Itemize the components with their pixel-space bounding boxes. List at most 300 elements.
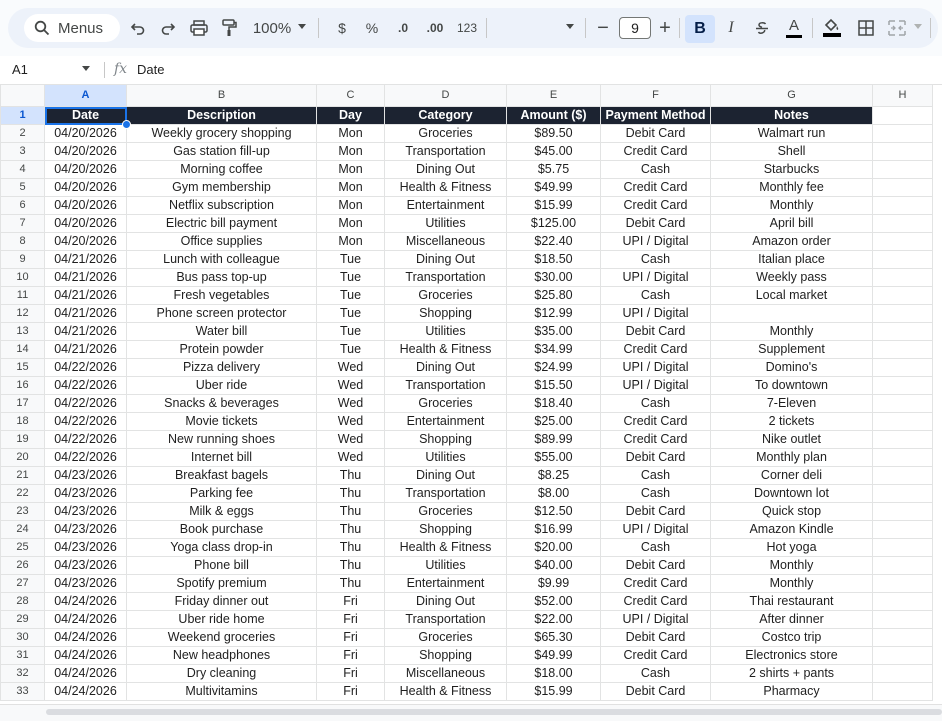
undo-icon[interactable] — [127, 17, 149, 39]
data-cell[interactable]: $40.00 — [507, 557, 601, 575]
data-cell[interactable]: Groceries — [385, 287, 507, 305]
empty-cell[interactable] — [873, 125, 933, 143]
name-box-dropdown-icon[interactable] — [82, 66, 90, 71]
row-header[interactable]: 32 — [1, 665, 45, 683]
currency-format-button[interactable]: $ — [338, 20, 346, 36]
data-cell[interactable]: 04/23/2026 — [45, 503, 127, 521]
merge-dropdown-icon[interactable] — [914, 24, 922, 29]
data-cell[interactable]: Groceries — [385, 395, 507, 413]
data-cell[interactable]: Domino's — [711, 359, 873, 377]
data-cell[interactable]: Pharmacy — [711, 683, 873, 701]
data-cell[interactable]: UPI / Digital — [601, 233, 711, 251]
data-cell[interactable]: UPI / Digital — [601, 269, 711, 287]
data-cell[interactable]: $12.50 — [507, 503, 601, 521]
header-cell[interactable]: Category — [385, 107, 507, 125]
data-cell[interactable]: Transportation — [385, 143, 507, 161]
data-cell[interactable]: Shell — [711, 143, 873, 161]
row-header[interactable]: 3 — [1, 143, 45, 161]
empty-cell[interactable] — [873, 269, 933, 287]
row-header[interactable]: 12 — [1, 305, 45, 323]
header-cell[interactable]: Day — [317, 107, 385, 125]
data-cell[interactable]: Monthly — [711, 557, 873, 575]
data-cell[interactable]: Cash — [601, 539, 711, 557]
row-header[interactable]: 24 — [1, 521, 45, 539]
data-cell[interactable]: Shopping — [385, 305, 507, 323]
data-cell[interactable]: Electronics store — [711, 647, 873, 665]
data-cell[interactable]: Friday dinner out — [127, 593, 317, 611]
data-cell[interactable]: $65.30 — [507, 629, 601, 647]
data-cell[interactable]: 04/24/2026 — [45, 629, 127, 647]
decrease-font-size-icon[interactable]: − — [597, 16, 609, 39]
data-cell[interactable]: 04/23/2026 — [45, 575, 127, 593]
data-cell[interactable]: 04/23/2026 — [45, 467, 127, 485]
data-cell[interactable]: 04/21/2026 — [45, 251, 127, 269]
empty-cell[interactable] — [873, 161, 933, 179]
data-cell[interactable]: Amazon order — [711, 233, 873, 251]
paint-format-icon[interactable] — [218, 17, 240, 39]
data-cell[interactable]: 04/22/2026 — [45, 431, 127, 449]
data-cell[interactable]: Transportation — [385, 485, 507, 503]
data-cell[interactable]: Pizza delivery — [127, 359, 317, 377]
name-box[interactable]: A1 — [12, 62, 28, 77]
data-cell[interactable]: Cash — [601, 287, 711, 305]
data-cell[interactable]: UPI / Digital — [601, 521, 711, 539]
data-cell[interactable]: Snacks & beverages — [127, 395, 317, 413]
data-cell[interactable]: New running shoes — [127, 431, 317, 449]
row-header[interactable]: 30 — [1, 629, 45, 647]
data-cell[interactable]: 04/23/2026 — [45, 485, 127, 503]
row-header[interactable]: 20 — [1, 449, 45, 467]
data-cell[interactable]: $18.00 — [507, 665, 601, 683]
row-header[interactable]: 13 — [1, 323, 45, 341]
empty-cell[interactable] — [873, 539, 933, 557]
data-cell[interactable]: Debit Card — [601, 125, 711, 143]
data-cell[interactable]: Quick stop — [711, 503, 873, 521]
horizontal-scrollbar[interactable] — [0, 704, 942, 721]
empty-cell[interactable] — [873, 233, 933, 251]
empty-cell[interactable] — [873, 467, 933, 485]
empty-cell[interactable] — [873, 143, 933, 161]
data-cell[interactable]: Utilities — [385, 449, 507, 467]
data-cell[interactable]: 04/24/2026 — [45, 611, 127, 629]
data-cell[interactable]: $22.40 — [507, 233, 601, 251]
data-cell[interactable]: Mon — [317, 197, 385, 215]
data-cell[interactable]: Monthly fee — [711, 179, 873, 197]
data-cell[interactable]: $8.25 — [507, 467, 601, 485]
data-cell[interactable]: 04/20/2026 — [45, 161, 127, 179]
data-cell[interactable]: After dinner — [711, 611, 873, 629]
decrease-decimal-button[interactable] — [391, 17, 415, 39]
row-header[interactable]: 16 — [1, 377, 45, 395]
data-cell[interactable]: $89.99 — [507, 431, 601, 449]
empty-cell[interactable] — [873, 377, 933, 395]
formula-input[interactable]: Date — [137, 62, 165, 77]
data-cell[interactable]: Internet bill — [127, 449, 317, 467]
data-cell[interactable]: 04/21/2026 — [45, 323, 127, 341]
empty-cell[interactable] — [873, 305, 933, 323]
data-cell[interactable]: Breakfast bagels — [127, 467, 317, 485]
scrollbar-thumb[interactable] — [46, 709, 942, 715]
redo-icon[interactable] — [157, 17, 179, 39]
data-cell[interactable]: Protein powder — [127, 341, 317, 359]
data-cell[interactable]: $18.40 — [507, 395, 601, 413]
empty-cell[interactable] — [873, 395, 933, 413]
row-header[interactable]: 26 — [1, 557, 45, 575]
empty-cell[interactable] — [873, 593, 933, 611]
data-cell[interactable]: Thu — [317, 575, 385, 593]
strikethrough-icon[interactable] — [751, 17, 773, 39]
data-cell[interactable]: $16.99 — [507, 521, 601, 539]
data-cell[interactable]: Bus pass top-up — [127, 269, 317, 287]
percent-format-button[interactable]: % — [365, 20, 379, 36]
data-cell[interactable]: Monthly plan — [711, 449, 873, 467]
row-header[interactable]: 15 — [1, 359, 45, 377]
data-cell[interactable]: Cash — [601, 251, 711, 269]
data-cell[interactable]: Thu — [317, 557, 385, 575]
row-header[interactable]: 17 — [1, 395, 45, 413]
row-header[interactable]: 2 — [1, 125, 45, 143]
data-cell[interactable]: Shopping — [385, 647, 507, 665]
data-cell[interactable]: Health & Fitness — [385, 179, 507, 197]
data-cell[interactable]: Credit Card — [601, 593, 711, 611]
data-cell[interactable]: Thu — [317, 503, 385, 521]
data-cell[interactable]: $52.00 — [507, 593, 601, 611]
data-cell[interactable]: Dining Out — [385, 593, 507, 611]
data-cell[interactable]: Uber ride — [127, 377, 317, 395]
data-cell[interactable]: Debit Card — [601, 449, 711, 467]
data-cell[interactable]: Weekend groceries — [127, 629, 317, 647]
data-cell[interactable]: $89.50 — [507, 125, 601, 143]
data-cell[interactable]: Credit Card — [601, 575, 711, 593]
data-cell[interactable]: 04/24/2026 — [45, 647, 127, 665]
data-cell[interactable]: 2 shirts + pants — [711, 665, 873, 683]
row-header[interactable]: 1 — [1, 107, 45, 125]
data-cell[interactable]: Wed — [317, 449, 385, 467]
font-size-input[interactable]: 9 — [619, 17, 651, 39]
selection-fill-handle[interactable] — [122, 120, 131, 129]
data-cell[interactable]: Credit Card — [601, 431, 711, 449]
data-cell[interactable]: To downtown — [711, 377, 873, 395]
empty-cell[interactable] — [873, 179, 933, 197]
row-header[interactable]: 25 — [1, 539, 45, 557]
data-cell[interactable]: Mon — [317, 161, 385, 179]
data-cell[interactable]: Morning coffee — [127, 161, 317, 179]
data-cell[interactable]: Debit Card — [601, 683, 711, 701]
data-cell[interactable]: Electric bill payment — [127, 215, 317, 233]
row-header[interactable]: 23 — [1, 503, 45, 521]
data-cell[interactable]: Groceries — [385, 503, 507, 521]
data-cell[interactable]: Movie tickets — [127, 413, 317, 431]
data-cell[interactable]: Netflix subscription — [127, 197, 317, 215]
data-cell[interactable]: UPI / Digital — [601, 611, 711, 629]
data-cell[interactable]: Gas station fill-up — [127, 143, 317, 161]
row-header[interactable]: 4 — [1, 161, 45, 179]
data-cell[interactable]: Wed — [317, 395, 385, 413]
empty-cell[interactable] — [873, 197, 933, 215]
menus-search-button[interactable] — [24, 14, 120, 42]
data-cell[interactable]: Fri — [317, 629, 385, 647]
data-cell[interactable]: Mon — [317, 143, 385, 161]
data-cell[interactable]: Tue — [317, 269, 385, 287]
data-cell[interactable]: Tue — [317, 341, 385, 359]
data-cell[interactable]: $49.99 — [507, 179, 601, 197]
data-cell[interactable]: 04/22/2026 — [45, 359, 127, 377]
row-header[interactable]: 18 — [1, 413, 45, 431]
data-cell[interactable]: Wed — [317, 413, 385, 431]
data-cell[interactable]: 04/20/2026 — [45, 233, 127, 251]
data-cell[interactable]: $24.99 — [507, 359, 601, 377]
data-cell[interactable]: 04/24/2026 — [45, 665, 127, 683]
data-cell[interactable]: Health & Fitness — [385, 683, 507, 701]
empty-cell[interactable] — [873, 359, 933, 377]
data-cell[interactable]: Weekly pass — [711, 269, 873, 287]
data-cell[interactable]: 04/20/2026 — [45, 197, 127, 215]
data-cell[interactable]: 04/21/2026 — [45, 269, 127, 287]
row-header[interactable]: 7 — [1, 215, 45, 233]
data-cell[interactable]: Debit Card — [601, 503, 711, 521]
data-cell[interactable]: Milk & eggs — [127, 503, 317, 521]
data-cell[interactable]: Mon — [317, 125, 385, 143]
row-header[interactable]: 10 — [1, 269, 45, 287]
row-header[interactable]: 6 — [1, 197, 45, 215]
header-cell[interactable]: Description — [127, 107, 317, 125]
data-cell[interactable]: Monthly — [711, 575, 873, 593]
data-cell[interactable]: Credit Card — [601, 179, 711, 197]
row-header[interactable]: 8 — [1, 233, 45, 251]
data-cell[interactable]: Mon — [317, 179, 385, 197]
data-cell[interactable]: Thu — [317, 485, 385, 503]
data-cell[interactable]: Fri — [317, 611, 385, 629]
data-cell[interactable]: Nike outlet — [711, 431, 873, 449]
data-cell[interactable]: Credit Card — [601, 143, 711, 161]
data-cell[interactable]: Dry cleaning — [127, 665, 317, 683]
empty-cell[interactable] — [873, 215, 933, 233]
header-cell[interactable]: Amount ($) — [507, 107, 601, 125]
data-cell[interactable]: 04/21/2026 — [45, 287, 127, 305]
data-cell[interactable]: Yoga class drop-in — [127, 539, 317, 557]
data-cell[interactable]: 2 tickets — [711, 413, 873, 431]
data-cell[interactable]: Corner deli — [711, 467, 873, 485]
data-cell[interactable]: $49.99 — [507, 647, 601, 665]
row-header[interactable]: 22 — [1, 485, 45, 503]
data-cell[interactable]: 04/23/2026 — [45, 539, 127, 557]
data-cell[interactable]: 04/24/2026 — [45, 593, 127, 611]
empty-cell[interactable] — [873, 341, 933, 359]
data-cell[interactable]: Lunch with colleague — [127, 251, 317, 269]
data-cell[interactable]: Wed — [317, 359, 385, 377]
data-cell[interactable]: $9.99 — [507, 575, 601, 593]
column-header-b[interactable]: B — [127, 85, 317, 107]
data-cell[interactable]: Parking fee — [127, 485, 317, 503]
data-cell[interactable]: Dining Out — [385, 359, 507, 377]
fill-color-icon[interactable] — [820, 15, 844, 39]
row-header[interactable]: 14 — [1, 341, 45, 359]
data-cell[interactable]: Groceries — [385, 125, 507, 143]
column-header-d[interactable]: D — [385, 85, 507, 107]
data-cell[interactable]: Debit Card — [601, 323, 711, 341]
data-cell[interactable]: $45.00 — [507, 143, 601, 161]
row-header[interactable]: 27 — [1, 575, 45, 593]
italic-button[interactable]: I — [728, 19, 734, 36]
data-cell[interactable]: Shopping — [385, 431, 507, 449]
data-cell[interactable]: Thu — [317, 521, 385, 539]
data-cell[interactable]: UPI / Digital — [601, 359, 711, 377]
column-header-c[interactable]: C — [317, 85, 385, 107]
data-cell[interactable]: Debit Card — [601, 629, 711, 647]
borders-icon[interactable] — [855, 17, 877, 39]
data-cell[interactable]: $12.99 — [507, 305, 601, 323]
column-header-f[interactable]: F — [601, 85, 711, 107]
data-cell[interactable]: Utilities — [385, 215, 507, 233]
data-cell[interactable]: Groceries — [385, 629, 507, 647]
data-cell[interactable]: 04/20/2026 — [45, 215, 127, 233]
data-cell[interactable]: Utilities — [385, 323, 507, 341]
data-cell[interactable]: Costco trip — [711, 629, 873, 647]
data-cell[interactable]: UPI / Digital — [601, 305, 711, 323]
data-cell[interactable]: $15.99 — [507, 197, 601, 215]
header-cell[interactable]: Notes — [711, 107, 873, 125]
row-header[interactable]: 28 — [1, 593, 45, 611]
data-cell[interactable]: 04/20/2026 — [45, 143, 127, 161]
more-formats-button[interactable]: 123 — [456, 21, 478, 35]
data-cell[interactable]: Fri — [317, 665, 385, 683]
zoom-select[interactable]: 100% — [252, 19, 292, 37]
data-cell[interactable]: Downtown lot — [711, 485, 873, 503]
data-cell[interactable]: Transportation — [385, 611, 507, 629]
data-cell[interactable]: Phone bill — [127, 557, 317, 575]
data-cell[interactable]: Thai restaurant — [711, 593, 873, 611]
increase-decimal-button[interactable] — [422, 17, 448, 39]
data-cell[interactable]: 04/20/2026 — [45, 179, 127, 197]
data-cell[interactable]: Fri — [317, 683, 385, 701]
row-header[interactable]: 19 — [1, 431, 45, 449]
data-cell[interactable]: Mon — [317, 233, 385, 251]
data-cell[interactable]: 04/23/2026 — [45, 557, 127, 575]
data-cell[interactable]: Credit Card — [601, 413, 711, 431]
data-cell[interactable]: Transportation — [385, 269, 507, 287]
data-cell[interactable]: Dining Out — [385, 251, 507, 269]
data-cell[interactable]: Office supplies — [127, 233, 317, 251]
data-cell[interactable]: UPI / Digital — [601, 377, 711, 395]
empty-cell[interactable] — [873, 485, 933, 503]
data-cell[interactable]: $55.00 — [507, 449, 601, 467]
column-header-a[interactable]: A — [45, 85, 127, 107]
data-cell[interactable]: $20.00 — [507, 539, 601, 557]
empty-cell[interactable] — [873, 323, 933, 341]
data-cell[interactable]: Phone screen protector — [127, 305, 317, 323]
data-cell[interactable]: Debit Card — [601, 215, 711, 233]
data-cell[interactable]: Hot yoga — [711, 539, 873, 557]
data-cell[interactable]: Tue — [317, 287, 385, 305]
empty-cell[interactable] — [873, 503, 933, 521]
data-cell[interactable]: Italian place — [711, 251, 873, 269]
data-cell[interactable]: Tue — [317, 305, 385, 323]
data-cell[interactable]: 04/22/2026 — [45, 377, 127, 395]
zoom-dropdown-icon[interactable] — [298, 24, 306, 29]
data-cell[interactable]: 04/21/2026 — [45, 341, 127, 359]
data-cell[interactable]: Shopping — [385, 521, 507, 539]
data-cell[interactable]: $8.00 — [507, 485, 601, 503]
data-cell[interactable]: April bill — [711, 215, 873, 233]
row-header[interactable]: 11 — [1, 287, 45, 305]
empty-cell[interactable] — [873, 557, 933, 575]
data-cell[interactable]: Gym membership — [127, 179, 317, 197]
data-cell[interactable]: Multivitamins — [127, 683, 317, 701]
data-cell[interactable]: $22.00 — [507, 611, 601, 629]
data-cell[interactable]: Credit Card — [601, 197, 711, 215]
data-cell[interactable]: Monthly — [711, 323, 873, 341]
font-family-dropdown-icon[interactable] — [566, 24, 574, 29]
data-cell[interactable]: Monthly — [711, 197, 873, 215]
data-cell[interactable]: Fri — [317, 647, 385, 665]
data-cell[interactable]: Water bill — [127, 323, 317, 341]
row-header[interactable]: 21 — [1, 467, 45, 485]
empty-cell[interactable] — [873, 449, 933, 467]
data-cell[interactable]: Fresh vegetables — [127, 287, 317, 305]
data-cell[interactable]: Tue — [317, 323, 385, 341]
data-cell[interactable]: $25.80 — [507, 287, 601, 305]
data-cell[interactable]: Cash — [601, 395, 711, 413]
data-cell[interactable]: $5.75 — [507, 161, 601, 179]
empty-cell[interactable] — [873, 107, 933, 125]
data-cell[interactable]: 7-Eleven — [711, 395, 873, 413]
empty-cell[interactable] — [873, 665, 933, 683]
bold-button[interactable]: B — [685, 15, 715, 43]
data-cell[interactable]: Health & Fitness — [385, 341, 507, 359]
row-header[interactable]: 5 — [1, 179, 45, 197]
data-cell[interactable]: Cash — [601, 485, 711, 503]
empty-cell[interactable] — [873, 629, 933, 647]
data-cell[interactable]: Mon — [317, 215, 385, 233]
data-cell[interactable]: Transportation — [385, 377, 507, 395]
empty-cell[interactable] — [873, 413, 933, 431]
data-cell[interactable]: Entertainment — [385, 197, 507, 215]
empty-cell[interactable] — [873, 611, 933, 629]
data-cell[interactable]: Supplement — [711, 341, 873, 359]
empty-cell[interactable] — [873, 683, 933, 701]
data-cell[interactable]: $18.50 — [507, 251, 601, 269]
data-cell[interactable]: Utilities — [385, 557, 507, 575]
data-cell[interactable]: Debit Card — [601, 557, 711, 575]
data-cell[interactable]: Tue — [317, 251, 385, 269]
data-cell[interactable]: Book purchase — [127, 521, 317, 539]
data-cell[interactable]: Walmart run — [711, 125, 873, 143]
column-header-h[interactable]: H — [873, 85, 933, 107]
print-icon[interactable] — [188, 17, 210, 39]
data-cell[interactable]: Cash — [601, 161, 711, 179]
empty-cell[interactable] — [873, 521, 933, 539]
merge-cells-icon[interactable] — [886, 17, 908, 39]
data-cell[interactable]: Dining Out — [385, 467, 507, 485]
data-cell[interactable]: Local market — [711, 287, 873, 305]
select-all-corner[interactable] — [1, 85, 45, 107]
data-cell[interactable]: Credit Card — [601, 341, 711, 359]
data-cell[interactable] — [711, 305, 873, 323]
row-header[interactable]: 29 — [1, 611, 45, 629]
row-header[interactable]: 9 — [1, 251, 45, 269]
data-cell[interactable]: New headphones — [127, 647, 317, 665]
row-header[interactable]: 31 — [1, 647, 45, 665]
data-cell[interactable]: 04/24/2026 — [45, 683, 127, 701]
empty-cell[interactable] — [873, 251, 933, 269]
empty-cell[interactable] — [873, 287, 933, 305]
data-cell[interactable]: Dining Out — [385, 161, 507, 179]
data-cell[interactable]: Fri — [317, 593, 385, 611]
data-cell[interactable]: Thu — [317, 467, 385, 485]
column-header-g[interactable]: G — [711, 85, 873, 107]
column-header-e[interactable]: E — [507, 85, 601, 107]
data-cell[interactable]: Uber ride home — [127, 611, 317, 629]
